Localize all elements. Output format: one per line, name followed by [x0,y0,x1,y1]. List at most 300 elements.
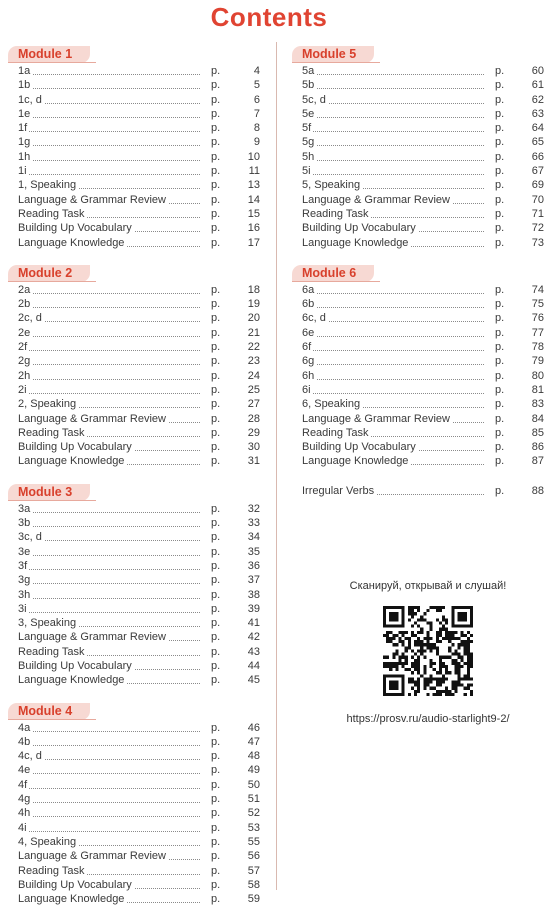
page-number: 36 [247,559,260,572]
entry-label: 5a [302,65,315,77]
toc-entry[interactable] [8,107,260,121]
entry-label: 5b [302,79,315,92]
page-number: 22 [247,341,260,354]
qr-code-icon[interactable] [383,606,473,696]
page-abbrev: p. [211,850,221,863]
entry-label: 1i [18,165,27,178]
page-abbrev: p. [211,645,221,658]
dot-leader [18,526,200,527]
entry-label: 5f [302,122,312,135]
toc-entry[interactable] [292,440,544,454]
page-number: 4 [253,65,260,77]
page-abbrev: p. [495,179,505,192]
page-abbrev: p. [495,484,505,497]
page-abbrev: p. [211,517,221,530]
toc-entry[interactable] [8,892,260,906]
page-abbrev: p. [495,455,505,468]
page-abbrev: p. [495,65,505,77]
page-abbrev: p. [211,326,221,339]
toc-entry[interactable] [292,78,544,92]
toc-entry[interactable] [292,412,544,426]
entry-label: Irregular Verbs [302,484,375,497]
entry-label: 4b [18,735,31,748]
module-section [8,484,260,688]
toc-entry[interactable] [8,516,260,530]
page-number: 51 [247,793,260,806]
page-abbrev: p. [211,807,221,820]
audio-link[interactable]: https://prosv.ru/audio-starlight9-2/ [346,713,510,725]
page-number: 58 [247,878,260,891]
dot-leader [18,816,200,817]
page-number: 5 [253,79,260,92]
toc-entry[interactable] [8,164,260,178]
entry-label: 6i [302,383,311,396]
entry-label: 5h [302,150,315,163]
page-number: 56 [247,850,260,863]
dot-leader [18,745,200,746]
toc-entry[interactable] [8,454,260,468]
toc-entry[interactable] [292,369,544,383]
page-abbrev: p. [211,502,221,515]
entry-label: 1e [18,107,31,120]
page-abbrev: p. [211,398,221,411]
entry-label: 3c, d [18,531,42,544]
toc-entry[interactable] [8,749,260,763]
page-abbrev: p. [211,222,221,235]
page-number: 14 [247,193,260,206]
toc-entry[interactable] [292,454,544,468]
entry-label: 6c, d [302,312,326,325]
dot-leader [18,336,200,337]
entry-label: Building Up Vocabulary [18,878,132,891]
toc-entry[interactable] [8,93,260,107]
entry-label: Reading Task [18,426,85,439]
entry-label: Language & Grammar Review [302,193,450,206]
toc-entry[interactable] [8,763,260,777]
page-abbrev: p. [211,207,221,220]
page-abbrev: p. [211,122,221,135]
entry-label: 3g [18,574,31,587]
page-number: 11 [248,165,260,178]
dot-leader [18,759,200,760]
toc-entry[interactable] [292,283,544,297]
toc-entry[interactable] [8,64,260,78]
toc-entry[interactable] [8,721,260,735]
toc-entry[interactable] [292,135,544,149]
dot-leader [18,307,200,308]
dot-leader [302,131,484,132]
toc-entry[interactable] [8,530,260,544]
module-underline [8,719,96,720]
entry-label: 6a [302,283,315,296]
toc-entry[interactable] [8,397,260,411]
page-abbrev: p. [211,674,221,687]
module-header [292,265,544,283]
entry-label: Language Knowledge [18,455,125,468]
toc-entry[interactable] [8,135,260,149]
toc-entry[interactable] [292,193,544,207]
page-abbrev: p. [211,165,221,178]
entry-label: 2e [18,326,31,339]
left-column [8,46,260,921]
entry-label: 1c, d [18,93,42,106]
toc-entry[interactable] [8,588,260,602]
page-abbrev: p. [495,398,505,411]
page-number: 31 [247,455,260,468]
toc-entry[interactable] [8,821,260,835]
page-abbrev: p. [211,79,221,92]
page-number: 64 [531,122,544,135]
entry-label: 4f [18,778,28,791]
dot-leader [302,160,484,161]
entry-label: 5, Speaking [302,179,361,192]
dot-leader [18,555,200,556]
page-abbrev: p. [495,283,505,296]
dot-leader [18,88,200,89]
page-abbrev: p. [495,383,505,396]
module-title: Module 2 [8,265,90,282]
entry-label: 3a [18,502,31,515]
dot-leader [18,293,200,294]
toc-entry[interactable] [8,630,260,644]
page-number: 71 [531,207,544,220]
page-number: 70 [531,193,544,206]
dot-leader [18,74,200,75]
entry-label: 4h [18,807,31,820]
page-abbrev: p. [495,122,505,135]
page-number: 16 [247,222,260,235]
page-abbrev: p. [211,793,221,806]
toc-entry[interactable] [8,849,260,863]
dot-leader [18,321,200,322]
dot-leader [18,160,200,161]
dot-leader [18,788,200,789]
page-number: 50 [247,778,260,791]
toc-entry[interactable] [8,326,260,340]
entry-label: Language Knowledge [18,236,125,249]
page-number: 61 [531,79,544,92]
page-number: 18 [247,283,260,296]
toc-entry[interactable] [8,602,260,616]
page-number: 75 [531,298,544,311]
entry-label: 2c, d [18,312,42,325]
toc-entry[interactable] [292,178,544,192]
toc-entry[interactable] [8,735,260,749]
toc-entry[interactable] [8,878,260,892]
entry-label: 5g [302,136,315,149]
toc-entry[interactable] [8,559,260,573]
toc-entry[interactable] [8,412,260,426]
page-number: 78 [531,341,544,354]
page-number: 34 [247,531,260,544]
page-number: 72 [531,222,544,235]
entry-label: 1h [18,150,31,163]
entry-label: 4a [18,721,31,734]
toc-entry[interactable] [8,354,260,368]
entry-label: Language & Grammar Review [18,850,166,863]
module-header [8,46,260,64]
page-number: 55 [247,835,260,848]
page-number: 20 [247,312,260,325]
entry-label: Language Knowledge [18,674,125,687]
toc-entry[interactable] [8,121,260,135]
page-title: Contents [210,2,328,32]
page-abbrev: p. [211,312,221,325]
entry-label: 3f [18,559,28,572]
entry-label: 1a [18,65,31,77]
dot-leader [302,379,484,380]
page-number: 21 [247,326,260,339]
page-abbrev: p. [211,631,221,644]
toc-entry[interactable] [8,297,260,311]
toc-entry[interactable] [8,236,260,250]
page-abbrev: p. [211,236,221,249]
page-number: 63 [531,107,544,120]
dot-leader [18,379,200,380]
page-number: 38 [247,588,260,601]
entry-label: 3b [18,517,31,530]
dot-leader [18,350,200,351]
dot-leader [18,731,200,732]
page-number: 35 [247,545,260,558]
page-number: 62 [531,93,544,106]
page-number: 28 [247,412,260,425]
page-abbrev: p. [211,341,221,354]
page-number: 57 [247,864,260,877]
toc-entry[interactable] [292,354,544,368]
page-number: 87 [531,455,544,468]
entry-label: Reading Task [18,864,85,877]
toc-entry[interactable] [292,297,544,311]
entry-label: 2b [18,298,31,311]
entry-label: 3i [18,602,27,615]
toc-entry[interactable] [292,236,544,250]
toc-entry[interactable] [8,440,260,454]
toc-entry[interactable] [8,150,260,164]
toc-entry[interactable] [292,150,544,164]
toc-entry[interactable] [8,545,260,559]
page-number: 79 [531,355,544,368]
dot-leader [18,512,200,513]
module-header [292,46,544,64]
toc-entry[interactable] [292,221,544,235]
toc-entry[interactable] [8,193,260,207]
page-abbrev: p. [211,864,221,877]
entry-label: 6h [302,369,315,382]
page-abbrev: p. [495,79,505,92]
entry-label: Language & Grammar Review [18,631,166,644]
toc-entry[interactable] [292,93,544,107]
module-underline [8,500,96,501]
toc-entry[interactable] [8,426,260,440]
column-divider [276,42,277,890]
toc-entry[interactable] [292,164,544,178]
entry-label: 4g [18,793,31,806]
page-abbrev: p. [211,893,221,906]
entry-label: Building Up Vocabulary [18,222,132,235]
page-number: 69 [531,179,544,192]
toc-entry[interactable] [8,78,260,92]
page-number: 32 [247,502,260,515]
toc-entry[interactable] [292,383,544,397]
module-section [8,46,260,250]
entry-label: 6f [302,341,312,354]
toc-entry[interactable] [8,283,260,297]
page-number: 44 [247,659,260,672]
entry-label: Language & Grammar Review [302,412,450,425]
page-abbrev: p. [211,93,221,106]
entry-label: 5e [302,107,315,120]
entry-label: Building Up Vocabulary [18,659,132,672]
toc-entry[interactable] [292,107,544,121]
qr-caption: Сканируй, открывай и слушай! [349,580,507,592]
toc-entry[interactable] [8,369,260,383]
page-abbrev: p. [495,165,505,178]
page-number: 9 [253,136,260,149]
page-abbrev: p. [495,107,505,120]
toc-entry[interactable] [8,178,260,192]
entry-label: 2f [18,341,28,354]
module-section [292,46,544,250]
page-number: 46 [247,721,260,734]
page-abbrev: p. [211,369,221,382]
page-number: 33 [247,517,260,530]
entry-label: 6b [302,298,315,311]
toc-entry[interactable] [292,340,544,354]
toc-entry[interactable] [292,64,544,78]
toc-entry[interactable] [292,326,544,340]
entry-label: Language & Grammar Review [18,412,166,425]
page-number: 84 [531,412,544,425]
entry-label: Reading Task [18,207,85,220]
page-abbrev: p. [211,179,221,192]
page-abbrev: p. [211,602,221,615]
toc-entry[interactable] [8,792,260,806]
page-number: 73 [531,236,544,249]
entry-label: 4i [18,821,27,834]
page-number: 10 [247,150,260,163]
entry-label: Building Up Vocabulary [18,441,132,454]
dot-leader [302,117,484,118]
toc-entry[interactable] [8,778,260,792]
entry-label: Language Knowledge [302,236,409,249]
toc-entry[interactable] [8,221,260,235]
toc-entry[interactable] [8,835,260,849]
entry-label: Language & Grammar Review [18,193,166,206]
module-title: Module 3 [8,484,90,501]
module-section [8,265,260,469]
toc-entry[interactable] [292,484,544,498]
toc-entry[interactable] [8,207,260,221]
page-abbrev: p. [211,531,221,544]
entry-label: 1f [18,122,28,135]
page-abbrev: p. [211,545,221,558]
dot-leader [302,321,484,322]
dot-leader [18,831,200,832]
page-abbrev: p. [211,574,221,587]
page-abbrev: p. [211,355,221,368]
toc-entry[interactable] [292,397,544,411]
page-abbrev: p. [495,341,505,354]
page-number: 37 [247,574,260,587]
page-number: 45 [247,674,260,687]
page-number: 23 [247,355,260,368]
dot-leader [302,74,484,75]
page-number: 52 [247,807,260,820]
toc-entry[interactable] [8,673,260,687]
module-title: Module 4 [8,703,90,720]
dot-leader [302,103,484,104]
toc-entry[interactable] [8,659,260,673]
page-abbrev: p. [211,426,221,439]
page-abbrev: p. [495,426,505,439]
page-number: 24 [247,369,260,382]
page-number: 19 [247,298,260,311]
toc-entry[interactable] [8,573,260,587]
toc-entry[interactable] [8,616,260,630]
dot-leader [18,583,200,584]
entry-label: 4c, d [18,750,42,763]
entry-label: 2g [18,355,31,368]
toc-entry[interactable] [8,645,260,659]
module-header [8,484,260,502]
toc-entry[interactable] [292,207,544,221]
entry-label: 6e [302,326,315,339]
dot-leader [18,393,200,394]
page-number: 49 [247,764,260,777]
page-number: 25 [247,383,260,396]
page-abbrev: p. [211,65,221,77]
module-underline [8,62,96,63]
page-number: 29 [247,426,260,439]
page-abbrev: p. [211,750,221,763]
page-number: 74 [531,283,544,296]
page-abbrev: p. [211,764,221,777]
page-abbrev: p. [495,207,505,220]
toc-entry[interactable] [8,340,260,354]
page-number: 7 [253,107,260,120]
page-abbrev: p. [495,150,505,163]
page-number: 83 [531,398,544,411]
page-number: 65 [531,136,544,149]
module-title: Module 6 [292,265,374,282]
dot-leader [302,88,484,89]
page-number: 42 [247,631,260,644]
entry-label: Language Knowledge [302,455,409,468]
dot-leader [302,145,484,146]
toc-entry[interactable] [8,383,260,397]
dot-leader [18,773,200,774]
page-abbrev: p. [211,878,221,891]
dot-leader [302,393,484,394]
page-number: 76 [531,312,544,325]
toc-entry[interactable] [8,864,260,878]
dot-leader [302,307,484,308]
page-abbrev: p. [211,298,221,311]
page-number: 39 [247,602,260,615]
toc-entry[interactable] [292,121,544,135]
toc-entry[interactable] [292,311,544,325]
page-number: 67 [531,165,544,178]
toc-entry[interactable] [8,311,260,325]
toc-entry[interactable] [292,426,544,440]
toc-entry[interactable] [8,502,260,516]
dot-leader [18,174,200,175]
entry-label: Reading Task [302,426,369,439]
module-title: Module 5 [292,46,374,63]
toc-entry[interactable] [8,806,260,820]
page-abbrev: p. [495,236,505,249]
